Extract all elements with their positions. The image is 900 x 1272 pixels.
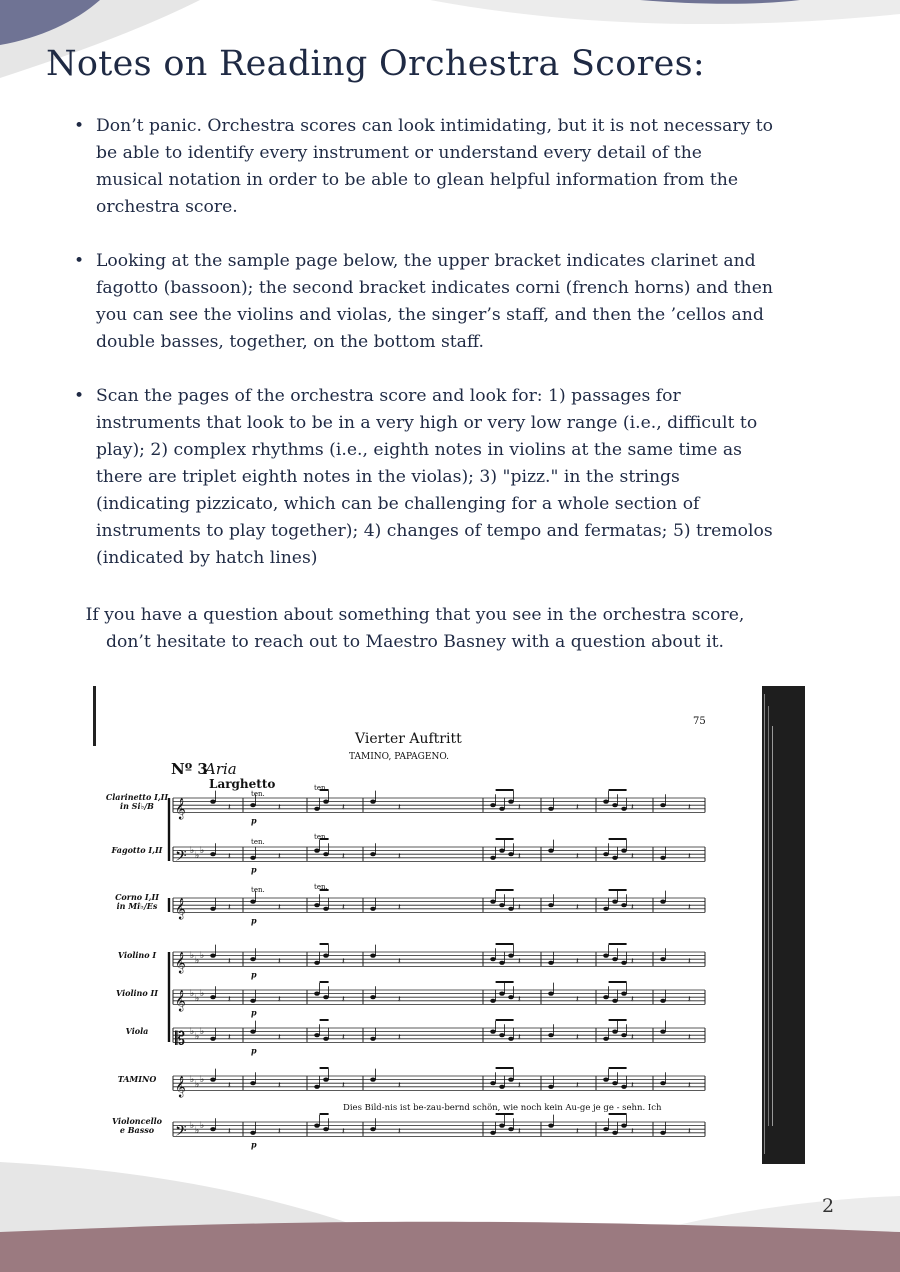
- note-head: [621, 1033, 627, 1037]
- rest-icon: 𝄽: [576, 995, 579, 1005]
- note-head: [499, 1033, 505, 1037]
- instrument-label: TAMINO: [117, 1074, 157, 1084]
- note-head: [660, 900, 666, 904]
- flat-icon: ♭: [195, 1080, 200, 1090]
- rest-icon: 𝄽: [278, 1033, 281, 1043]
- note-head: [250, 957, 256, 961]
- note-head: [660, 1081, 666, 1085]
- note-head: [250, 1030, 256, 1034]
- rest-icon: 𝄽: [576, 803, 579, 813]
- rest-icon: 𝄽: [342, 957, 345, 967]
- instrument-label: Violino I: [117, 950, 157, 960]
- rest-icon: 𝄽: [518, 1081, 521, 1091]
- flat-icon: ♭: [195, 851, 200, 861]
- scan-edge-right: [762, 686, 805, 1164]
- rest-icon: 𝄽: [688, 852, 691, 862]
- note-head: [660, 1131, 666, 1135]
- rest-icon: 𝄽: [518, 852, 521, 862]
- note-head: [660, 957, 666, 961]
- note-head: [314, 1033, 320, 1037]
- note-head: [603, 907, 609, 911]
- rest-icon: 𝄽: [518, 995, 521, 1005]
- page-title: Notes on Reading Orchestra Scores:: [46, 44, 705, 84]
- note-head: [314, 807, 320, 811]
- note-head: [508, 1037, 514, 1041]
- note-head: [314, 849, 320, 853]
- note-head: [250, 856, 256, 860]
- rest-icon: 𝄽: [398, 1081, 401, 1091]
- ten-marking: ten.: [251, 838, 265, 846]
- note-head: [603, 995, 609, 999]
- note-head: [548, 961, 554, 965]
- note-head: [210, 995, 216, 999]
- rest-icon: 𝄽: [518, 957, 521, 967]
- note-head: [612, 803, 618, 807]
- instrument-label: Clarinetto I,II: [105, 792, 169, 802]
- rest-icon: 𝄽: [342, 903, 345, 913]
- note-head: [508, 800, 514, 804]
- rest-icon: 𝄽: [688, 1033, 691, 1043]
- note-head: [210, 852, 216, 856]
- note-head: [603, 852, 609, 856]
- note-head: [323, 800, 329, 804]
- note-head: [490, 900, 496, 904]
- rest-icon: 𝄽: [518, 903, 521, 913]
- note-head: [499, 849, 505, 853]
- rest-icon: 𝄽: [278, 957, 281, 967]
- flat-icon: ♭: [190, 951, 195, 961]
- clef-icon: 𝄡: [175, 1028, 186, 1050]
- note-head: [548, 1085, 554, 1089]
- flat-icon: ♭: [195, 1032, 200, 1042]
- note-head: [660, 999, 666, 1003]
- note-head: [250, 999, 256, 1003]
- note-head: [250, 1131, 256, 1135]
- rest-icon: 𝄽: [342, 1033, 345, 1043]
- note-head: [370, 800, 376, 804]
- rest-icon: 𝄽: [278, 995, 281, 1005]
- instrument-label: Corno I,II: [115, 892, 159, 902]
- rest-icon: 𝄽: [576, 1081, 579, 1091]
- instrument-label: in Mi♭/Es: [116, 901, 158, 911]
- flat-icon: ♭: [200, 1027, 205, 1037]
- notes-list: [74, 113, 774, 599]
- ten-marking: ten.: [251, 886, 265, 894]
- rest-icon: 𝄽: [342, 803, 345, 813]
- note-head: [250, 1081, 256, 1085]
- closing-note: If you have a question about something that you see in the orchestra score, don’t hesitate to reach out to Maestro Basney with a question about it.: [85, 605, 745, 652]
- note-head: [314, 961, 320, 965]
- rest-icon: 𝄽: [398, 1033, 401, 1043]
- sample-score-image: [93, 686, 805, 1164]
- note-head: [314, 903, 320, 907]
- rest-icon: 𝄽: [688, 957, 691, 967]
- note-head: [508, 995, 514, 999]
- note-head: [499, 992, 505, 996]
- note-head: [490, 1131, 496, 1135]
- ten-marking: ten.: [314, 883, 328, 891]
- note-head: [210, 1037, 216, 1041]
- clef-icon: 𝄢: [175, 847, 187, 869]
- note-head: [323, 1037, 329, 1041]
- note-head: [499, 807, 505, 811]
- flat-icon: ♭: [200, 846, 205, 856]
- note-head: [508, 954, 514, 958]
- scan-edge-left: [93, 686, 96, 746]
- ten-marking: ten.: [314, 833, 328, 841]
- instrument-label: Viola: [125, 1026, 149, 1036]
- note-head: [612, 1030, 618, 1034]
- note-head: [612, 1131, 618, 1135]
- rest-icon: 𝄽: [631, 1127, 634, 1137]
- flat-icon: ♭: [190, 846, 195, 856]
- rest-icon: 𝄽: [631, 1033, 634, 1043]
- note-head: [499, 961, 505, 965]
- note-head: [210, 1078, 216, 1082]
- flat-icon: ♭: [195, 956, 200, 966]
- rest-icon: 𝄽: [398, 903, 401, 913]
- dynamic-marking: p: [251, 1139, 257, 1150]
- note-head: [548, 903, 554, 907]
- dynamic-marking: p: [251, 815, 257, 826]
- note-head: [210, 907, 216, 911]
- note-head: [490, 1081, 496, 1085]
- rest-icon: 𝄽: [228, 852, 231, 862]
- note-head: [508, 1127, 514, 1131]
- rest-icon: 𝄽: [342, 852, 345, 862]
- flat-icon: ♭: [200, 1121, 205, 1131]
- note-head: [603, 1127, 609, 1131]
- rest-icon: 𝄽: [342, 1127, 345, 1137]
- note-head: [621, 849, 627, 853]
- clef-icon: 𝄞: [175, 1076, 186, 1098]
- rest-icon: 𝄽: [576, 1127, 579, 1137]
- rest-icon: 𝄽: [278, 1127, 281, 1137]
- note-head: [314, 1124, 320, 1128]
- rest-icon: 𝄽: [398, 995, 401, 1005]
- bottom-mauve-wave: [0, 1222, 900, 1272]
- tempo-marking: Larghetto: [209, 777, 276, 791]
- note-head: [499, 1124, 505, 1128]
- rest-icon: 𝄽: [342, 995, 345, 1005]
- dynamic-marking: p: [251, 1045, 257, 1056]
- rest-icon: 𝄽: [688, 1081, 691, 1091]
- ten-marking: ten.: [314, 784, 328, 792]
- clef-icon: 𝄢: [175, 1122, 187, 1144]
- note-head: [508, 907, 514, 911]
- rest-icon: 𝄽: [228, 1033, 231, 1043]
- note-head: [210, 954, 216, 958]
- note-head: [621, 992, 627, 996]
- note-head: [314, 992, 320, 996]
- flat-icon: ♭: [195, 1126, 200, 1136]
- rest-icon: 𝄽: [518, 1127, 521, 1137]
- note-sample-page: • Looking at the sample page below, the upper bracket indicates clarinet and fagotto (bassoon); the second bracket indicates corni (french horns) and then you can see the violins and violas, the singer’s staff, and then the ’cellos and double basses, together, on the bottom staff.: [74, 248, 774, 356]
- instrument-label: in Si♭/B: [120, 801, 154, 811]
- clef-icon: 𝄞: [175, 798, 186, 820]
- rest-icon: 𝄽: [631, 903, 634, 913]
- note-head: [323, 1078, 329, 1082]
- page-number: 2: [822, 1195, 835, 1217]
- rest-icon: 𝄽: [688, 995, 691, 1005]
- note-head: [370, 1037, 376, 1041]
- top-right-gray-wave: [430, 0, 900, 24]
- note-head: [621, 1085, 627, 1089]
- note-head: [603, 954, 609, 958]
- scene-title: Vierter Auftritt: [355, 731, 462, 747]
- rest-icon: 𝄽: [631, 957, 634, 967]
- rest-icon: 𝄽: [278, 903, 281, 913]
- note-dont-panic: • Don’t panic. Orchestra scores can look intimidating, but it is not necessary to be able to identify every instrument or understand every detail of the musical notation in order to be able to glean helpful information from the orchestra score.: [74, 113, 774, 221]
- rest-icon: 𝄽: [398, 852, 401, 862]
- note-head: [370, 954, 376, 958]
- note-head: [370, 907, 376, 911]
- dynamic-marking: p: [251, 864, 257, 875]
- scene-characters: TAMINO, PAPAGENO.: [349, 752, 450, 762]
- note-head: [323, 995, 329, 999]
- note-head: [490, 1030, 496, 1034]
- rest-icon: 𝄽: [228, 803, 231, 813]
- rest-icon: 𝄽: [398, 803, 401, 813]
- dynamic-marking: p: [251, 969, 257, 980]
- rest-icon: 𝄽: [688, 1127, 691, 1137]
- rest-icon: 𝄽: [631, 852, 634, 862]
- note-scan-pages: • Scan the pages of the orchestra score and look for: 1) passages for instruments that look to be in a very high or very low range (i.e., difficult to play); 2) complex rhythms (i.e., eighth notes in violins at the same time as there are triplet eighth notes in the violas); 3) "pizz." in the strings (indicating pizzicato, which can be challenging for a whole section of instruments to play together); 4) changes of tempo and fermatas; 5) tremolos (indicated by hatch lines): [74, 383, 774, 572]
- rest-icon: 𝄽: [228, 957, 231, 967]
- note-head: [323, 954, 329, 958]
- rest-icon: 𝄽: [576, 852, 579, 862]
- rest-icon: 𝄽: [518, 1033, 521, 1043]
- note-head: [210, 1127, 216, 1131]
- flat-icon: ♭: [190, 1027, 195, 1037]
- note-head: [499, 903, 505, 907]
- note-head: [490, 999, 496, 1003]
- instrument-label: Violino II: [116, 988, 158, 998]
- note-head: [548, 1033, 554, 1037]
- note-head: [603, 1037, 609, 1041]
- rest-icon: 𝄽: [688, 803, 691, 813]
- flat-icon: ♭: [190, 1121, 195, 1131]
- note-head: [499, 1085, 505, 1089]
- note-head: [612, 957, 618, 961]
- rest-icon: 𝄽: [228, 1081, 231, 1091]
- clef-icon: 𝄞: [175, 898, 186, 920]
- rest-icon: 𝄽: [576, 903, 579, 913]
- note-head: [548, 1124, 554, 1128]
- note-head: [548, 807, 554, 811]
- score-page-number: 75: [693, 716, 706, 727]
- note-head: [370, 1127, 376, 1131]
- note-head: [490, 803, 496, 807]
- instrument-label: Fagotto I,II: [111, 845, 163, 855]
- ten-marking: ten.: [251, 790, 265, 798]
- note-head: [612, 856, 618, 860]
- instrument-label: e Basso: [119, 1125, 155, 1135]
- rest-icon: 𝄽: [342, 1081, 345, 1091]
- note-head: [323, 852, 329, 856]
- clef-icon: 𝄞: [175, 952, 186, 974]
- note-head: [370, 1078, 376, 1082]
- flat-icon: ♭: [195, 994, 200, 1004]
- note-head: [621, 961, 627, 965]
- rest-icon: 𝄽: [228, 995, 231, 1005]
- note-head: [621, 807, 627, 811]
- note-head: [621, 1124, 627, 1128]
- note-head: [370, 852, 376, 856]
- rest-icon: 𝄽: [278, 1081, 281, 1091]
- rest-icon: 𝄽: [631, 995, 634, 1005]
- dynamic-marking: p: [251, 1007, 257, 1018]
- note-head: [548, 849, 554, 853]
- note-head: [490, 957, 496, 961]
- dynamic-marking: p: [251, 915, 257, 926]
- flat-icon: ♭: [190, 1075, 195, 1085]
- flat-icon: ♭: [200, 989, 205, 999]
- flat-icon: ♭: [200, 1075, 205, 1085]
- rest-icon: 𝄽: [278, 852, 281, 862]
- rest-icon: 𝄽: [631, 803, 634, 813]
- note-head: [660, 803, 666, 807]
- note-head: [314, 1085, 320, 1089]
- note-head: [603, 800, 609, 804]
- rest-icon: 𝄽: [576, 957, 579, 967]
- note-head: [612, 999, 618, 1003]
- flat-icon: ♭: [190, 989, 195, 999]
- rest-icon: 𝄽: [688, 903, 691, 913]
- rest-icon: 𝄽: [518, 803, 521, 813]
- note-head: [250, 803, 256, 807]
- rest-icon: 𝄽: [576, 1033, 579, 1043]
- rest-icon: 𝄽: [228, 903, 231, 913]
- note-head: [660, 856, 666, 860]
- rest-icon: 𝄽: [228, 1127, 231, 1137]
- rest-icon: 𝄽: [398, 1127, 401, 1137]
- note-head: [490, 856, 496, 860]
- note-head: [612, 1081, 618, 1085]
- note-head: [250, 900, 256, 904]
- lyrics-text: Dies Bild-nis ist be-zau-bernd schön, wie noch kein Au-ge je ge - sehn. Ich: [343, 1103, 662, 1113]
- clef-icon: 𝄞: [175, 990, 186, 1012]
- rest-icon: 𝄽: [398, 957, 401, 967]
- note-head: [508, 852, 514, 856]
- aria-title: Aria: [205, 760, 237, 778]
- note-head: [603, 1078, 609, 1082]
- note-head: [508, 1078, 514, 1082]
- flat-icon: ♭: [200, 951, 205, 961]
- note-head: [621, 903, 627, 907]
- note-head: [660, 1030, 666, 1034]
- note-head: [323, 907, 329, 911]
- note-head: [370, 995, 376, 999]
- note-head: [210, 800, 216, 804]
- instrument-label: Violoncello: [111, 1116, 163, 1126]
- rest-icon: 𝄽: [278, 803, 281, 813]
- rest-icon: 𝄽: [631, 1081, 634, 1091]
- note-head: [612, 900, 618, 904]
- note-head: [323, 1127, 329, 1131]
- aria-number: Nº 3: [171, 760, 208, 778]
- note-head: [548, 992, 554, 996]
